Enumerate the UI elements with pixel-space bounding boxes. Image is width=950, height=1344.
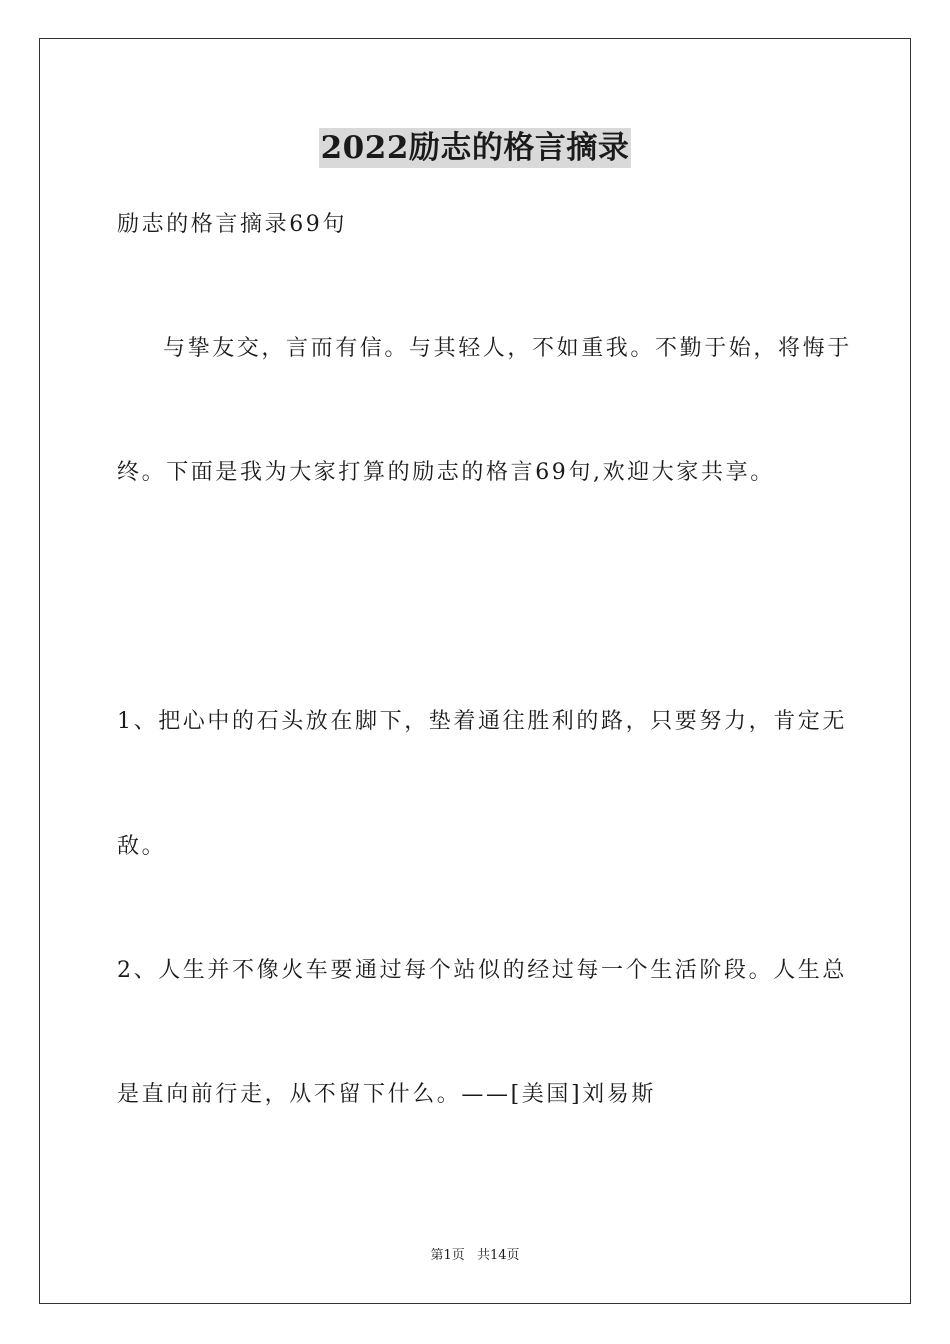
- quote-1-line-2: 敌。: [117, 834, 167, 859]
- quote-2-line-2: 是直向前行走，从不留下什么。——[美国]刘易斯: [117, 1082, 656, 1107]
- document-title: 2022励志的格言摘录: [320, 130, 630, 166]
- document-subtitle: 励志的格言摘录69句: [117, 212, 347, 237]
- page-number-total: 共14页: [476, 1248, 520, 1263]
- title-container: [0, 128, 950, 168]
- quote-1-line-1: 1、把心中的石头放在脚下，垫着通往胜利的路，只要努力，肯定无: [117, 709, 847, 734]
- quote-2-line-1: 2、人生并不像火车要通过每个站似的经过每一个生活阶段。人生总: [117, 958, 847, 983]
- page-footer: [0, 1247, 950, 1265]
- page-number-current: 第1页: [430, 1248, 465, 1263]
- intro-paragraph-line-2: 终。下面是我为大家打算的励志的格言69句,欢迎大家共享。: [117, 460, 775, 485]
- intro-paragraph-line-1: 与挚友交，言而有信。与其轻人，不如重我。不勤于始，将悔于: [163, 336, 852, 361]
